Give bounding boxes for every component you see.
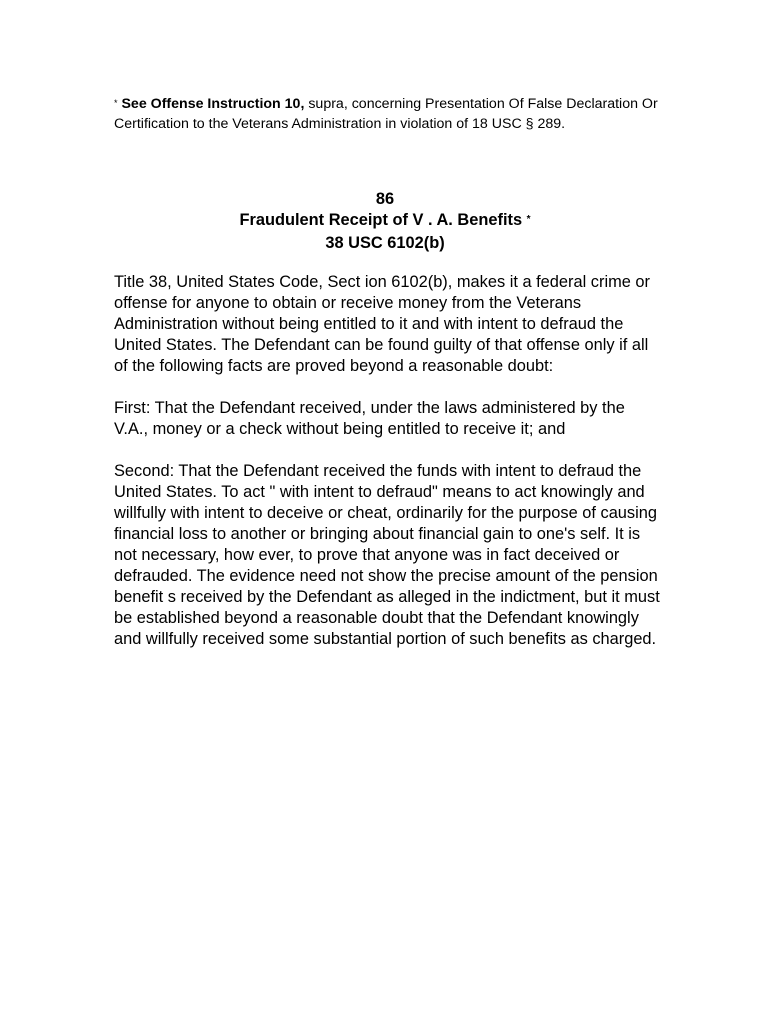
title-footnote-marker: * (526, 214, 531, 225)
instruction-body (114, 272, 662, 671)
first-element-paragraph: First: That the Defendant received, under the laws administered by the V.A., money or a check without being entitled to receive it; and (114, 399, 625, 438)
intro-paragraph: Title 38, United States Code, Sect ion 6102(b), makes it a federal crime or offense for anyone to obtain or receive money from the Veterans Administration without being entitled to it and with intent to defraud the United States. The Defendant can be found guilty of that offense only if all of the following facts are proved beyond a reasonable doubt: (114, 273, 650, 375)
instruction-heading (114, 189, 656, 254)
footnote-text: supra, concerning Presentation Of False Declaration Or Certification to the Veterans Administration in violation of 18 USC § 289. (114, 96, 658, 132)
second-element-paragraph: Second: That the Defendant received the funds with intent to defraud the United States. To act " with intent to defraud" means to act knowingly and willfully with intent to deceive or cheat, ordinarily for the purpose of causing financial loss to another or bringing about financial gain to one's self. It is not necessary, how ever, to prove that anyone was in fact deceived or defrauded. The evidence need not show the precise amount of the pension benefit s received by the Defendant as alleged in the indictment, but it must be established beyond a reasonable doubt that the Defendant knowingly and willfully received some substantial portion of such benefits as charged. (114, 462, 660, 648)
footnote-marker: * (114, 98, 118, 108)
instruction-number: 86 (375, 190, 395, 208)
footnote-bold-text: See Offense Instruction 10, (121, 96, 305, 112)
footnote (114, 95, 659, 134)
instruction-title-line (114, 210, 656, 233)
instruction-title: Fraudulent Receipt of V . A. Benefits (239, 211, 523, 229)
statute-citation: 38 USC 6102(b) (325, 234, 445, 252)
